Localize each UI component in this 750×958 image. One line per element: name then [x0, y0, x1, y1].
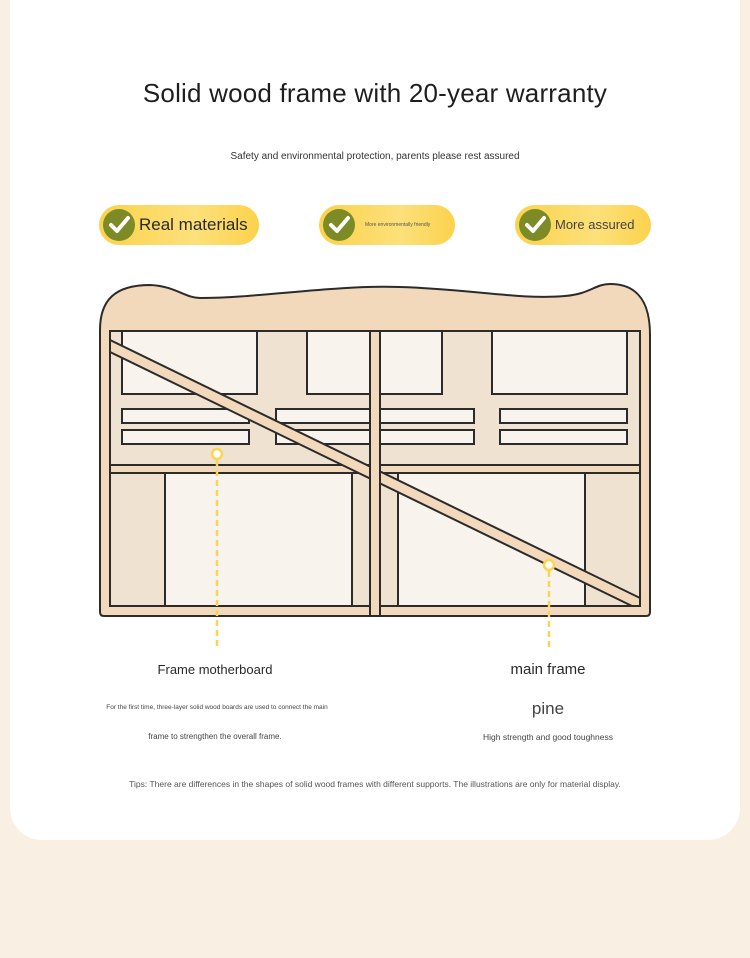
badge-label: More assured	[555, 217, 635, 232]
callout-material-main-frame: pine	[531, 699, 565, 718]
callout-title-main-frame: main frame	[510, 661, 586, 678]
panel-bottom-left	[165, 473, 352, 606]
callout-description-motherboard-line1: For the first time, three-layer solid wood boards are used to connect the main	[106, 704, 328, 711]
slat	[500, 430, 627, 444]
badge-label: More environmentally friendly	[365, 222, 431, 228]
callout-dot-main-frame	[544, 560, 554, 570]
slat	[122, 430, 249, 444]
center-post	[370, 331, 380, 616]
page-subtitle: Safety and environmental protection, parents please rest assured	[230, 151, 520, 162]
callout-dot-motherboard	[212, 449, 222, 459]
panel-top-right	[492, 331, 627, 394]
footer-tips: Tips: There are differences in the shapes of solid wood frames with different supports. The illustrations are only for material display.	[129, 779, 621, 789]
slat	[500, 409, 627, 423]
callout-title-motherboard: Frame motherboard	[157, 662, 273, 677]
page-title: Solid wood frame with 20-year warranty	[142, 78, 608, 108]
callout-description-main-frame: High strength and good toughness	[483, 732, 613, 742]
callout-description-motherboard-line2: frame to strengthen the overall frame.	[148, 732, 282, 741]
badge-label: Real materials	[139, 215, 248, 234]
